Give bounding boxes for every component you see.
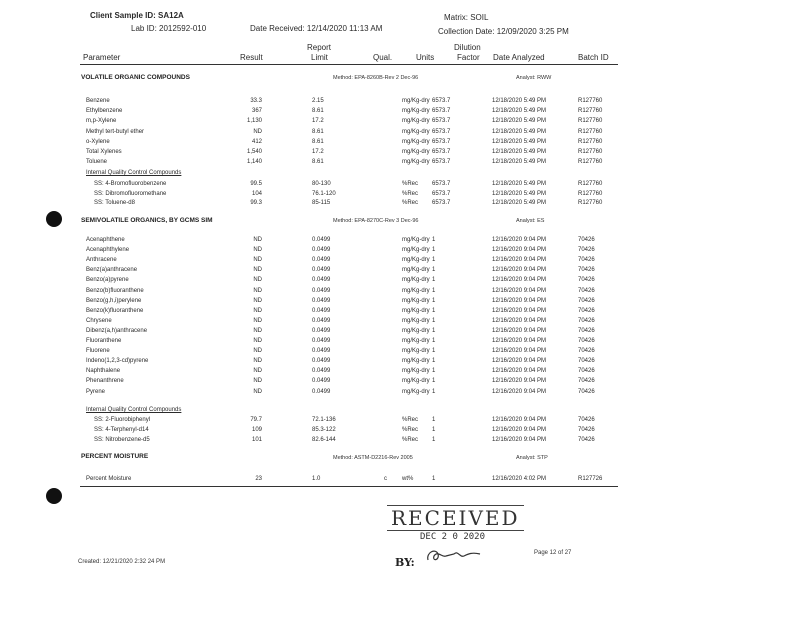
cell-result: 101 [251,437,262,443]
page-number: Page 12 of 27 [534,550,572,556]
cell-result: ND [253,257,262,264]
cell-date: 12/16/2020 9:04 PM [492,257,547,264]
cell-result: ND [253,297,262,304]
cell-parameter: Total Xylenes [86,149,122,155]
cell-batch: 70426 [578,257,595,264]
cell-batch: 70426 [578,368,595,375]
cell-result: 23 [255,476,262,482]
cell-result: ND [253,368,262,375]
cell-units: mg/Kg-dry [402,297,430,304]
table-row [0,437,800,447]
cell-factor: 6573.7 [432,159,451,166]
cell-factor: 1 [432,437,436,443]
cell-batch: R127760 [578,190,603,197]
cell-date: 12/18/2020 5:49 PM [492,98,547,104]
received-stamp: RECEIVED [387,505,524,531]
cell-limit: 0.0499 [312,267,331,274]
cell-batch: 70426 [578,378,595,385]
cell-factor: 1 [432,297,436,304]
cell-batch: 70426 [578,317,595,324]
cell-units: %Rec [402,200,419,207]
cell-parameter: m,p-Xylene [86,118,117,125]
cell-date: 12/18/2020 5:49 PM [492,149,547,155]
cell-date: 12/16/2020 9:04 PM [492,297,547,304]
cell-factor: 1 [432,388,436,395]
header-rule [80,64,618,65]
cell-batch: R127760 [578,118,603,125]
cell-factor: 1 [432,237,436,243]
cell-units: mg/Kg-dry [402,267,430,274]
cell-batch: R127760 [578,159,603,166]
cell-limit: 85-115 [312,200,331,207]
moisture-title: PERCENT MOISTURE [81,453,149,460]
cell-limit: 17.2 [312,149,324,155]
cell-limit: 0.0499 [312,348,331,355]
col-batch-id: Batch ID [578,53,609,62]
lab-id: Lab ID: 2012592-010 [131,24,207,33]
cell-units: mg/Kg-dry [402,118,430,125]
table-row [0,427,800,437]
created-timestamp: Created: 12/21/2020 2:32 24 PM [78,559,166,565]
cell-limit: 76.1-120 [312,190,336,197]
table-row [0,318,800,328]
cell-batch: 70426 [578,437,595,443]
date-received: Date Received: 12/14/2020 11:13 AM [250,24,383,33]
cell-parameter: Anthracene [86,257,117,264]
punch-hole-bottom [46,488,62,504]
cell-batch: 70426 [578,327,595,334]
cell-limit: 82.6-144 [312,437,336,443]
cell-parameter: SS: Dibromofluoromethane [94,190,167,197]
cell-factor: 1 [432,277,436,284]
cell-parameter: Indeno(1,2,3-cd)pyrene [86,358,149,365]
cell-batch: 70426 [578,348,595,355]
cell-units: %Rec [402,427,419,433]
cell-result: 79.7 [250,417,262,423]
cell-result: ND [253,287,262,294]
cell-parameter: Dibenz(a,h)anthracene [86,327,148,334]
cell-parameter: Fluorene [86,348,110,355]
table-row [0,368,800,378]
cell-parameter: Phenanthrene [86,378,124,385]
cell-result: 1,540 [246,149,262,155]
cell-factor: 6573.7 [432,108,451,115]
cell-parameter: Ethylbenzene [86,108,123,115]
footer-rule [80,486,618,487]
cell-date: 12/16/2020 9:04 PM [492,417,547,423]
cell-factor: 1 [432,267,436,274]
table-row [0,237,800,247]
cell-date: 12/18/2020 5:49 PM [492,181,547,187]
cell-parameter: Acenaphthylene [86,247,130,254]
col-report: Report [307,43,332,52]
cell-limit: 0.0499 [312,287,331,294]
cell-batch: 70426 [578,247,595,254]
cell-batch: 70426 [578,338,595,344]
cell-parameter: SS: 2-Fluorobiphenyl [94,417,151,423]
svoc-analyst: Analyst: ES [516,218,545,224]
cell-factor: 1 [432,368,436,375]
cell-factor: 6573.7 [432,200,451,207]
cell-batch: 70426 [578,267,595,274]
cell-units: mg/Kg-dry [402,368,430,375]
cell-result: ND [253,267,262,274]
collection-date: Collection Date: 12/09/2020 3:25 PM [438,27,569,36]
cell-limit: 0.0499 [312,327,331,334]
cell-batch: R127760 [578,138,603,145]
cell-factor: 1 [432,327,436,334]
cell-date: 12/16/2020 9:04 PM [492,388,547,395]
cell-limit: 0.0499 [312,237,331,243]
cell-date: 12/16/2020 9:04 PM [492,237,547,243]
cell-date: 12/18/2020 5:49 PM [492,108,547,115]
cell-result: 412 [251,138,262,145]
cell-factor: 1 [432,247,436,254]
cell-result: ND [253,327,262,334]
table-row [0,298,800,308]
cell-batch: 70426 [578,388,595,395]
cell-result: ND [253,317,262,324]
cell-units: mg/Kg-dry [402,128,430,135]
cell-limit: 0.0499 [312,368,331,375]
cell-factor: 1 [432,476,436,482]
table-row [0,181,800,191]
cell-factor: 1 [432,358,436,365]
cell-units: mg/Kg-dry [402,247,430,254]
table-row [0,378,800,388]
cell-units: %Rec [402,190,419,197]
cell-batch: R127760 [578,108,603,115]
cell-parameter: Methyl tert-butyl ether [86,128,145,135]
cell-date: 12/16/2020 9:04 PM [492,427,547,433]
cell-factor: 1 [432,348,436,355]
cell-limit: 0.0499 [312,277,331,284]
cell-factor: 1 [432,287,436,294]
cell-date: 12/16/2020 9:04 PM [492,307,547,314]
cell-result: ND [253,388,262,395]
table-row [0,348,800,358]
cell-factor: 6573.7 [432,98,451,104]
voc-qc-label: Internal Quality Control Compounds [86,170,182,176]
cell-factor: 1 [432,427,436,433]
cell-parameter: Benz(a)anthracene [86,267,138,274]
cell-limit: 0.0499 [312,388,331,395]
cell-limit: 0.0499 [312,297,331,304]
cell-limit: 0.0499 [312,317,331,324]
table-row [0,328,800,338]
cell-units: mg/Kg-dry [402,378,430,385]
cell-parameter: o-Xylene [86,138,110,145]
table-row [0,476,800,486]
cell-units: mg/Kg-dry [402,138,430,145]
cell-result: ND [253,277,262,284]
cell-result: 99.3 [250,200,262,207]
cell-units: mg/Kg-dry [402,338,430,344]
moisture-method: Method: ASTM-D2216-Rev 2005 [333,455,413,461]
table-row [0,98,800,108]
cell-units: mg/Kg-dry [402,388,430,395]
cell-units: mg/Kg-dry [402,257,430,264]
cell-qual: c [384,476,387,482]
voc-method: Method: EPA-8260B-Rev 2 Dec-96 [333,75,419,81]
cell-date: 12/16/2020 9:04 PM [492,338,547,344]
cell-result: 104 [251,190,262,197]
cell-limit: 8.61 [312,159,324,166]
cell-factor: 6573.7 [432,118,451,125]
cell-date: 12/16/2020 9:04 PM [492,327,547,334]
moisture-analyst: Analyst: STP [516,455,548,461]
cell-factor: 6573.7 [432,190,451,197]
cell-units: mg/Kg-dry [402,327,430,334]
cell-limit: 1.0 [312,476,321,482]
svoc-qc-label: Internal Quality Control Compounds [86,407,182,413]
cell-factor: 1 [432,307,436,314]
cell-factor: 1 [432,257,436,264]
col-limit: Limit [311,53,328,62]
cell-units: mg/Kg-dry [402,108,430,115]
cell-factor: 6573.7 [432,138,451,145]
table-row [0,149,800,159]
table-row [0,308,800,318]
cell-batch: R127760 [578,98,603,104]
col-units: Units [416,53,435,62]
table-row [0,338,800,348]
cell-result: ND [253,128,262,135]
cell-result: 367 [251,108,262,115]
cell-result: ND [253,307,262,314]
cell-result: ND [253,348,262,355]
cell-batch: R127760 [578,128,603,135]
cell-batch: R127726 [578,476,603,482]
col-dilution: Dilution [454,43,481,52]
cell-batch: R127760 [578,149,603,155]
cell-limit: 8.61 [312,138,324,145]
cell-date: 12/16/2020 9:04 PM [492,247,547,254]
cell-parameter: SS: 4-Bromofluorobenzene [94,181,167,187]
cell-date: 12/16/2020 4:02 PM [492,476,547,482]
cell-result: 33.3 [250,98,262,104]
cell-limit: 80-130 [312,181,331,187]
cell-result: ND [253,358,262,365]
cell-batch: 70426 [578,427,595,433]
cell-date: 12/16/2020 9:04 PM [492,317,547,324]
cell-units: mg/Kg-dry [402,237,430,243]
client-sample-id: Client Sample ID: SA12A [90,11,184,20]
col-date-analyzed: Date Analyzed [493,53,545,62]
cell-factor: 6573.7 [432,128,451,135]
cell-factor: 6573.7 [432,181,451,187]
cell-date: 12/18/2020 5:49 PM [492,138,547,145]
table-row [0,129,800,139]
cell-units: %Rec [402,417,419,423]
cell-limit: 2.15 [312,98,324,104]
cell-date: 12/18/2020 5:49 PM [492,159,547,166]
col-qual: Qual. [373,53,393,62]
cell-factor: 1 [432,417,436,423]
svoc-title: SEMIVOLATILE ORGANICS, BY GCMS SIM [81,217,213,224]
table-row [0,118,800,128]
cell-batch: 70426 [578,307,595,314]
cell-date: 12/16/2020 9:04 PM [492,277,547,284]
cell-result: ND [253,237,262,243]
cell-units: mg/Kg-dry [402,348,430,355]
table-row [0,267,800,277]
voc-title: VOLATILE ORGANIC COMPOUNDS [81,74,190,81]
cell-result: 99.5 [250,181,262,187]
cell-parameter: SS: Toluene-d8 [94,200,135,207]
voc-analyst: Analyst: RWW [516,75,552,81]
cell-parameter: Pyrene [86,388,106,395]
cell-limit: 8.61 [312,128,324,135]
cell-parameter: Percent Moisture [86,476,132,482]
cell-units: mg/Kg-dry [402,287,430,294]
cell-batch: R127760 [578,200,603,207]
cell-limit: 17.2 [312,118,324,125]
by-label: BY: [395,556,415,569]
cell-batch: 70426 [578,237,595,243]
table-row [0,247,800,257]
cell-date: 12/16/2020 9:04 PM [492,267,547,274]
cell-date: 12/18/2020 5:49 PM [492,190,547,197]
cell-date: 12/16/2020 9:04 PM [492,368,547,375]
cell-limit: 0.0499 [312,257,331,264]
table-row [0,200,800,210]
signature [424,544,484,568]
cell-date: 12/16/2020 9:04 PM [492,358,547,365]
cell-date: 12/16/2020 9:04 PM [492,437,547,443]
cell-date: 12/16/2020 9:04 PM [492,378,547,385]
cell-batch: R127760 [578,181,603,187]
cell-limit: 72.1-136 [312,417,336,423]
cell-batch: 70426 [578,287,595,294]
table-row [0,139,800,149]
punch-hole-top [46,211,62,227]
cell-limit: 0.0499 [312,378,331,385]
cell-batch: 70426 [578,417,595,423]
cell-limit: 0.0499 [312,247,331,254]
cell-factor: 1 [432,378,436,385]
cell-parameter: Naphthalene [86,368,121,375]
cell-parameter: Fluoranthene [86,338,122,344]
cell-parameter: Acenaphthene [86,237,125,243]
cell-result: 109 [251,427,262,433]
cell-units: %Rec [402,181,419,187]
svoc-method: Method: EPA-8270C-Rev 3 Dec-96 [333,218,419,224]
table-row [0,257,800,267]
cell-units: mg/Kg-dry [402,317,430,324]
table-row [0,108,800,118]
cell-parameter: Chrysene [86,317,112,324]
cell-date: 12/16/2020 9:04 PM [492,348,547,355]
cell-units: mg/Kg-dry [402,358,430,365]
cell-date: 12/16/2020 9:04 PM [492,287,547,294]
col-factor: Factor [457,53,480,62]
cell-parameter: SS: 4-Terphenyl-d14 [94,427,149,433]
table-row [0,159,800,169]
cell-batch: 70426 [578,297,595,304]
cell-result: ND [253,338,262,344]
cell-parameter: Toluene [86,159,108,166]
table-row [0,389,800,399]
cell-parameter: Benzo(g,h,i)perylene [86,297,142,304]
cell-result: ND [253,247,262,254]
cell-units: %Rec [402,437,419,443]
matrix: Matrix: SOIL [444,13,489,22]
cell-factor: 1 [432,338,436,344]
cell-limit: 0.0499 [312,338,331,344]
table-row [0,417,800,427]
cell-parameter: Benzene [86,98,110,104]
cell-units: mg/Kg-dry [402,159,430,166]
table-row [0,358,800,368]
cell-units: mg/Kg-dry [402,307,430,314]
col-result: Result [240,53,263,62]
cell-result: 1,140 [246,159,262,166]
cell-result: 1,130 [246,118,262,125]
table-row [0,288,800,298]
cell-limit: 8.61 [312,108,324,115]
cell-limit: 0.0499 [312,307,331,314]
table-row [0,277,800,287]
col-parameter: Parameter [83,53,121,62]
cell-limit: 85.3-122 [312,427,336,433]
cell-units: mg/Kg-dry [402,149,430,155]
cell-batch: 70426 [578,277,595,284]
table-row [0,191,800,201]
cell-parameter: SS: Nitrobenzene-d5 [94,437,150,443]
cell-units: mg/Kg-dry [402,98,430,104]
stamp-date: DEC 2 0 2020 [420,532,486,542]
cell-parameter: Benzo(k)fluoranthene [86,307,144,314]
cell-units: wt% [402,476,414,482]
cell-limit: 0.0499 [312,358,331,365]
cell-parameter: Benzo(b)fluoranthene [86,287,144,294]
cell-date: 12/18/2020 5:49 PM [492,118,547,125]
cell-factor: 6573.7 [432,149,451,155]
cell-date: 12/18/2020 5:49 PM [492,200,547,207]
cell-batch: 70426 [578,358,595,365]
cell-units: mg/Kg-dry [402,277,430,284]
cell-factor: 1 [432,317,436,324]
cell-parameter: Benzo(a)pyrene [86,277,129,284]
cell-result: ND [253,378,262,385]
cell-date: 12/18/2020 5:49 PM [492,128,547,135]
